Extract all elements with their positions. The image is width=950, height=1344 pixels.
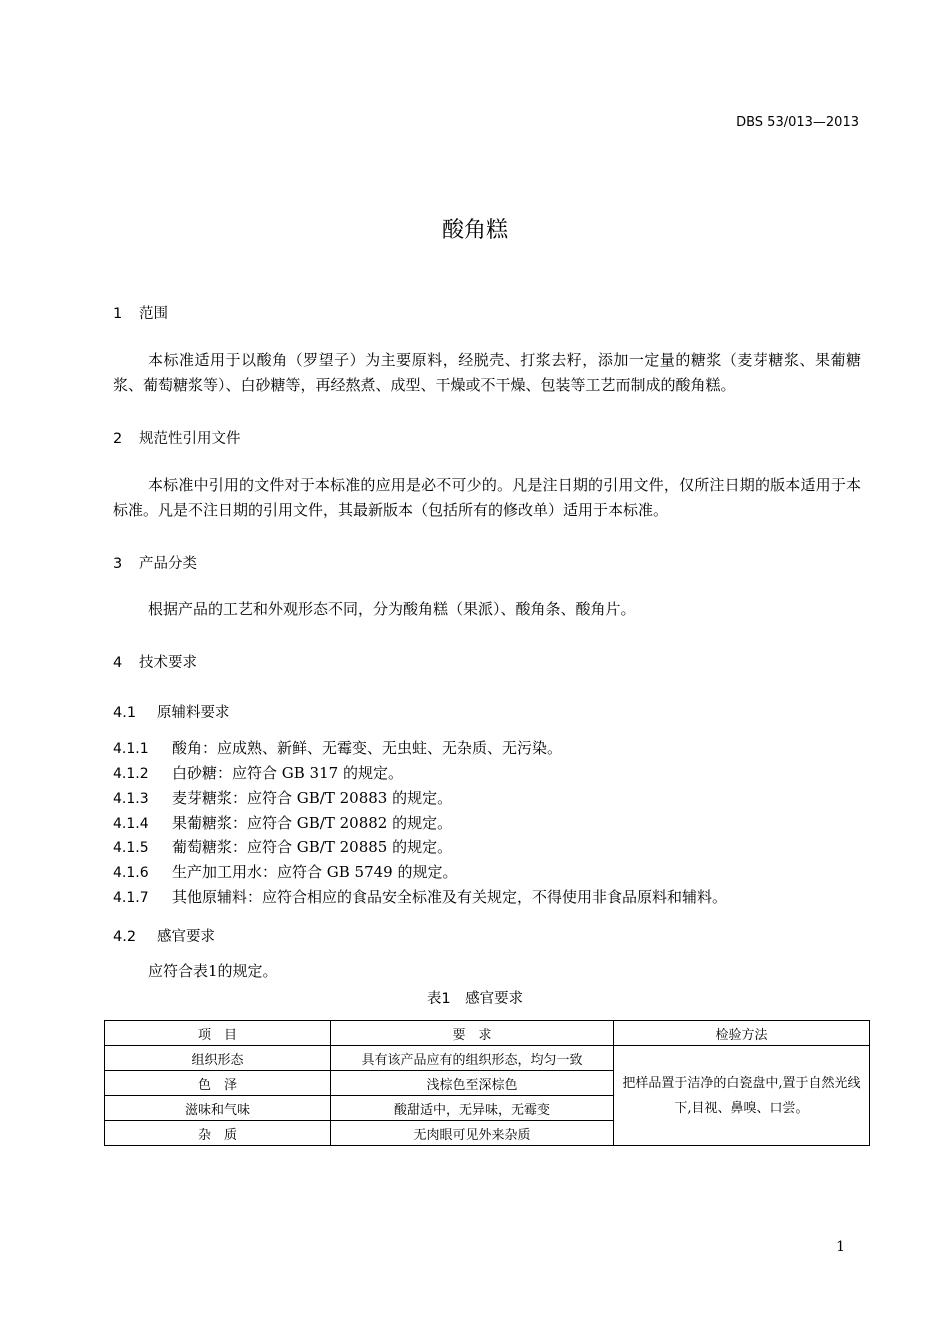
section-title: 技术要求: [139, 655, 197, 671]
document-title: 酸角糕: [441, 218, 508, 243]
cell-requirement: 浅棕色至深棕色: [331, 1071, 614, 1096]
header-method: 检验方法: [614, 1021, 870, 1046]
clause-number: 4.1.2: [113, 766, 149, 782]
header-item: 项 目: [105, 1021, 331, 1046]
section-number: 4.1: [113, 705, 137, 721]
section-4-1-heading: [113, 701, 230, 722]
clause-number: 4.1.4: [113, 816, 149, 832]
clause-4-1-3: [113, 787, 452, 808]
section-1-text: 本标准适用于以酸角（罗望子）为主要原料，经脱壳、打浆去籽，添加一定量的糖浆（麦芽糖浆、果葡糖浆、葡萄糖浆等）、白砂糖等，再经熬煮、成型、干燥或不干燥、包装等工艺而制成的酸角糕。: [113, 351, 861, 394]
clause-4-1-2: [113, 762, 403, 783]
table-reference-text: 应符合表1的规定。: [148, 962, 278, 980]
clause-text: 果葡糖浆：应符合 GB/T 20882 的规定。: [172, 814, 453, 832]
section-number: 4: [113, 655, 123, 671]
section-title: 范围: [139, 306, 168, 322]
clause-4-1-1: [113, 737, 562, 758]
table-row: [105, 1046, 870, 1071]
clause-number: 4.1.5: [113, 840, 149, 856]
section-title: 规范性引用文件: [139, 431, 241, 447]
clause-number: 4.1.1: [113, 741, 149, 757]
clause-number: 4.1.7: [113, 890, 149, 906]
cell-item: 杂 质: [105, 1121, 331, 1146]
clause-text: 生产加工用水：应符合 GB 5749 的规定。: [172, 863, 458, 881]
page-number: 1: [836, 1239, 845, 1255]
clause-4-1-6: [113, 861, 458, 882]
section-2-heading: [113, 427, 241, 448]
clause-text: 麦芽糖浆：应符合 GB/T 20883 的规定。: [172, 789, 453, 807]
section-4-2-heading: [113, 925, 215, 946]
section-number: 2: [113, 431, 123, 447]
clause-number: 4.1.6: [113, 865, 149, 881]
cell-item: 色 泽: [105, 1071, 331, 1096]
cell-item: 组织形态: [105, 1046, 331, 1071]
section-number: 4.2: [113, 929, 137, 945]
clause-number: 4.1.3: [113, 791, 149, 807]
clause-text: 白砂糖：应符合 GB 317 的规定。: [172, 764, 403, 782]
clause-text: 酸角：应成熟、新鲜、无霉变、无虫蛀、无杂质、无污染。: [172, 739, 563, 757]
section-number: 3: [113, 556, 123, 572]
section-title: 产品分类: [139, 556, 197, 572]
sensory-requirements-table: [104, 1020, 870, 1146]
cell-requirement: 具有该产品应有的组织形态，均匀一致: [331, 1046, 614, 1071]
cell-requirement: 无肉眼可见外来杂质: [331, 1121, 614, 1146]
cell-method: 把样品置于洁净的白瓷盘中,置于自然光线下,目视、鼻嗅、口尝。: [614, 1046, 870, 1146]
standard-code: DBS 53/013—2013: [736, 115, 859, 130]
clause-text: 葡萄糖浆：应符合 GB/T 20885 的规定。: [172, 838, 453, 856]
section-3-heading: [113, 552, 197, 573]
cell-item: 滋味和气味: [105, 1096, 331, 1121]
clause-text: 其他原辅料：应符合相应的食品安全标准及有关规定，不得使用非食品原料和辅料。: [172, 888, 728, 906]
header-requirement: 要 求: [331, 1021, 614, 1046]
clause-4-1-4: [113, 812, 452, 833]
clause-4-1-7: [113, 886, 727, 907]
section-4-heading: [113, 651, 197, 672]
section-2-text: 本标准中引用的文件对于本标准的应用是必不可少的。凡是注日期的引用文件，仅所注日期的版本适用于本标准。凡是不注日期的引用文件，其最新版本（包括所有的修改单）适用于本标准。: [113, 476, 861, 519]
cell-requirement: 酸甜适中，无异味，无霉变: [331, 1096, 614, 1121]
section-title: 感官要求: [157, 929, 215, 945]
section-title: 原辅料要求: [157, 705, 230, 721]
section-number: 1: [113, 306, 123, 322]
table-header-row: [105, 1021, 870, 1046]
table-caption: 表1 感官要求: [426, 991, 524, 1007]
section-1-heading: [113, 302, 168, 323]
section-3-text: 根据产品的工艺和外观形态不同，分为酸角糕（果派）、酸角条、酸角片。: [148, 600, 636, 618]
clause-4-1-5: [113, 836, 452, 857]
